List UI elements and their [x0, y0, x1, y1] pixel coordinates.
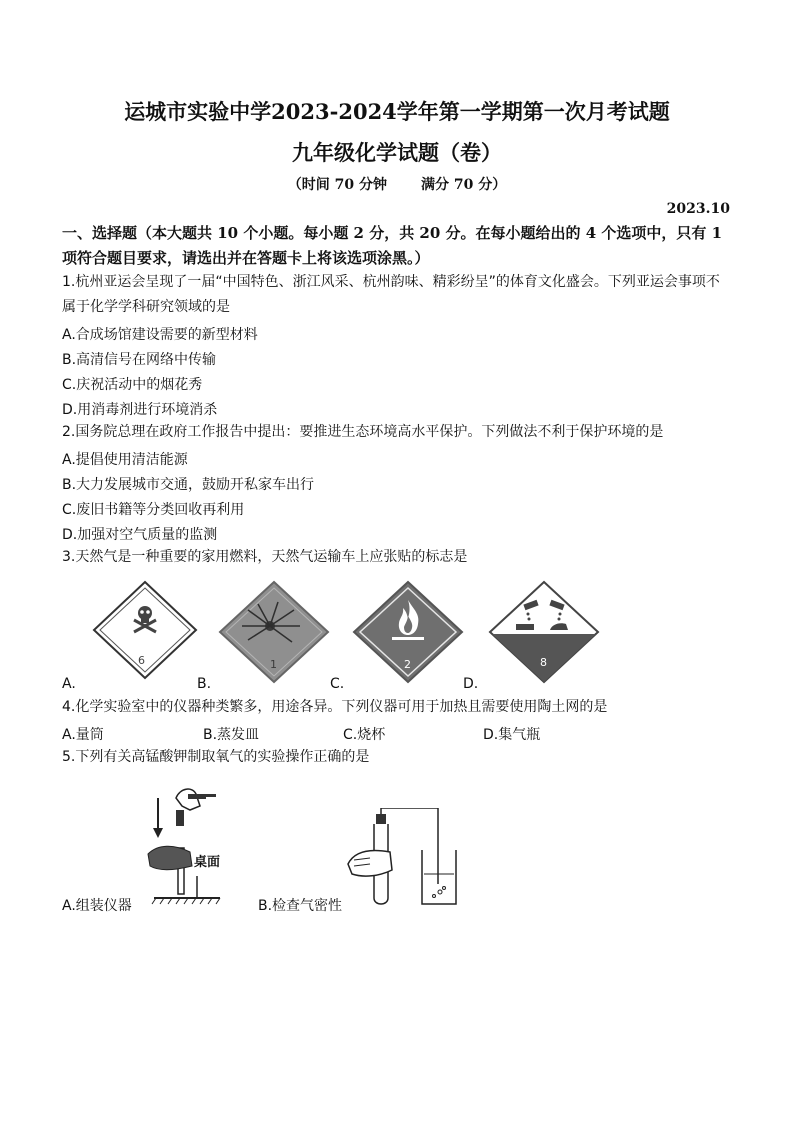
- sign-a-number: 6: [138, 654, 145, 667]
- q2-stem: 2.国务院总理在政府工作报告中提出：要推进生态环境高水平保护。下列做法不利于保护环境的是: [62, 424, 664, 440]
- toxic-sign-icon: [90, 580, 200, 680]
- q5-option-a: A.组装仪器: [62, 898, 132, 914]
- sign-b-number: 1: [270, 658, 277, 671]
- exam-date: 2023.10: [666, 201, 730, 217]
- q2-option-a: A.提倡使用清洁能源: [62, 452, 188, 468]
- q4-stem: 4.化学实验室中的仪器种类繁多，用途各异。下列仪器可用于加热且需要使用陶土网的是: [62, 699, 608, 715]
- sign-d-number: 8: [540, 656, 547, 669]
- q4-option-a: A.量筒: [62, 727, 104, 743]
- q2-option-c: C.废旧书籍等分类回收再利用: [62, 502, 245, 518]
- airtightness-check-figure: [340, 808, 470, 912]
- q3-option-b: B.: [197, 676, 212, 692]
- q5-stem: 5.下列有关高锰酸钾制取氧气的实验操作正确的是: [62, 749, 370, 765]
- section-heading: 一、选择题（本大题共 10 个小题。每小题 2 分，共 20 分。在每小题给出的 4 个选项中，只有 1 项符合题目要求，请选出并在答题卡上将该选项涂黑。）: [62, 224, 723, 267]
- exam-time-score: [0, 174, 794, 194]
- flammable-gas-sign-icon: [352, 580, 464, 684]
- score-info: 满分 70 分）: [421, 177, 507, 193]
- q3-option-a: A.: [62, 676, 76, 692]
- explosive-sign-icon: [218, 580, 330, 684]
- q5-option-b: B.检查气密性: [258, 898, 343, 914]
- q1-option-d: D.用消毒剂进行环境消杀: [62, 402, 218, 418]
- q1-option-c: C.庆祝活动中的烟花秀: [62, 377, 203, 393]
- q1-option-a: A.合成场馆建设需要的新型材料: [62, 327, 258, 343]
- q1-option-b: B.高清信号在网络中传输: [62, 352, 217, 368]
- q4-option-b: B.蒸发皿: [203, 727, 260, 743]
- q4-option-c: C.烧杯: [343, 727, 386, 743]
- q2-option-b: B.大力发展城市交通，鼓励开私家车出行: [62, 477, 315, 493]
- time-info: （时间 70 分钟: [287, 177, 387, 193]
- q3-option-d: D.: [463, 676, 479, 692]
- q1-stem: 1.杭州亚运会呈现了一届“中国特色、浙江风采、杭州韵味、精彩纷呈”的体育文化盛会。下列亚运会事项不属于化学学科研究领域的是: [62, 274, 720, 315]
- assemble-apparatus-figure: [140, 780, 260, 912]
- desk-label: 桌面: [194, 855, 221, 870]
- sign-c-number: 2: [404, 658, 411, 671]
- q3-option-c: C.: [330, 676, 345, 692]
- q4-option-d: D.集气瓶: [483, 727, 541, 743]
- exam-subtitle: 九年级化学试题（卷）: [292, 140, 502, 165]
- exam-title: 运城市实验中学2023-2024学年第一学期第一次月考试题: [124, 99, 670, 124]
- q2-option-d: D.加强对空气质量的监测: [62, 527, 218, 543]
- q3-stem: 3.天然气是一种重要的家用燃料，天然气运输车上应张贴的标志是: [62, 549, 468, 565]
- corrosive-sign-icon: [488, 580, 600, 684]
